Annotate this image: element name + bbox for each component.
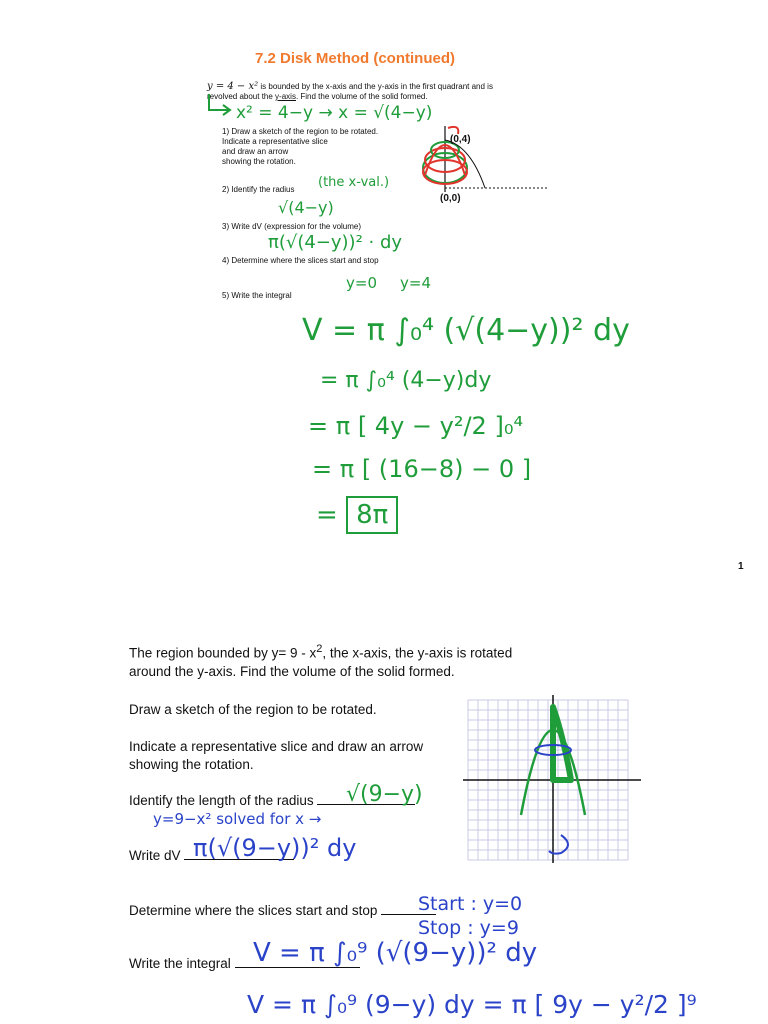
hand-dv-2: π(√(9−y))² dy	[193, 834, 357, 862]
hand-dv: π(√(4−y))² · dy	[268, 232, 403, 253]
problem-2-line-2: around the y-axis. Find the volume of the solid formed.	[129, 663, 455, 679]
hand-integral-4: = π [ (16−8) − 0 ]	[312, 455, 532, 483]
axis-underlined: y-axis	[275, 92, 296, 101]
step-4: 4) Determine where the slices start and stop	[222, 256, 379, 265]
hand-solve: x² = 4−y → x = √(4−y)	[236, 103, 433, 123]
step-1-line-d: showing the rotation.	[222, 157, 296, 166]
step-5: 5) Write the integral	[222, 291, 292, 300]
dv-label: Write dV	[129, 848, 185, 863]
problem-2-part-b: , the x-axis, the y-axis is rotated	[322, 645, 513, 661]
problem-2	[129, 640, 579, 681]
hand-integral-1: V = π ∫₀⁴ (√(4−y))² dy	[302, 313, 630, 348]
hand-y4: y=4	[400, 274, 431, 292]
hand-integral-2: = π ∫₀⁴ (4−y)dy	[320, 368, 492, 393]
hook-arrow-icon	[205, 94, 235, 120]
grid-sketch	[463, 695, 643, 865]
hand-result: 8π	[346, 496, 398, 534]
hand-stop: Stop : y=9	[418, 917, 519, 939]
hand-start-stop	[418, 892, 522, 940]
slices-row	[129, 902, 436, 920]
problem-text-2: revolved about the	[207, 92, 276, 101]
equation: y = 4 − x²	[207, 81, 259, 92]
step-1-line-b: Indicate a representative slice	[222, 137, 328, 146]
problem-text-3: . Find the volume of the solid formed.	[295, 92, 428, 101]
hand-integral-3: = π [ 4y − y²/2 ]₀⁴	[308, 412, 524, 440]
page-title: 7.2 Disk Method (continued)	[254, 50, 455, 67]
point-origin: (0,0)	[440, 193, 461, 204]
hand-integral-2b: V = π ∫₀⁹ (9−y) dy = π [ 9y − y²/2 ]⁹	[247, 990, 697, 1019]
slice-line-a: Indicate a representative slice and draw an arrow	[129, 739, 424, 754]
hand-result-row: = 8π	[316, 500, 398, 530]
step-3: 3) Write dV (expression for the volume)	[222, 222, 362, 231]
problem-statement	[207, 82, 557, 102]
hand-start: Start : y=0	[418, 893, 523, 915]
page-number: 1	[738, 561, 744, 572]
slice-line-b: showing the rotation.	[129, 757, 254, 772]
step-1-line-c: and draw an arrow	[222, 147, 289, 156]
step-1	[222, 127, 378, 167]
slices-label: Determine where the slices start and stop	[129, 903, 382, 918]
hand-radius-note: (the x-val.)	[318, 175, 390, 190]
hand-integral-2a: V = π ∫₀⁹ (√(9−y))² dy	[253, 938, 538, 968]
slice-instruction	[129, 738, 423, 774]
radius-label: Identify the length of the radius	[129, 793, 318, 808]
hand-y0: y=0	[346, 274, 377, 292]
hand-radius: √(4−y)	[278, 198, 334, 217]
sketch-instruction: Draw a sketch of the region to be rotated.	[129, 702, 377, 717]
step-1-line-a: 1) Draw a sketch of the region to be rotated.	[222, 127, 379, 136]
exponent: 2	[316, 643, 323, 655]
hand-radius-note-2: y=9−x² solved for x →	[153, 810, 322, 828]
step-2: 2) Identify the radius	[222, 185, 295, 194]
rotation-arrow-icon	[448, 127, 458, 134]
point-top: (0,4)	[450, 134, 471, 145]
problem-2-part-a: The region bounded by y= 9 - x	[129, 645, 317, 661]
integral-label: Write the integral	[129, 956, 235, 971]
hand-radius-2: √(9−y)	[346, 782, 423, 807]
problem-text-1: is bounded by the x-axis and the y-axis in the first quadrant and is	[258, 82, 493, 91]
